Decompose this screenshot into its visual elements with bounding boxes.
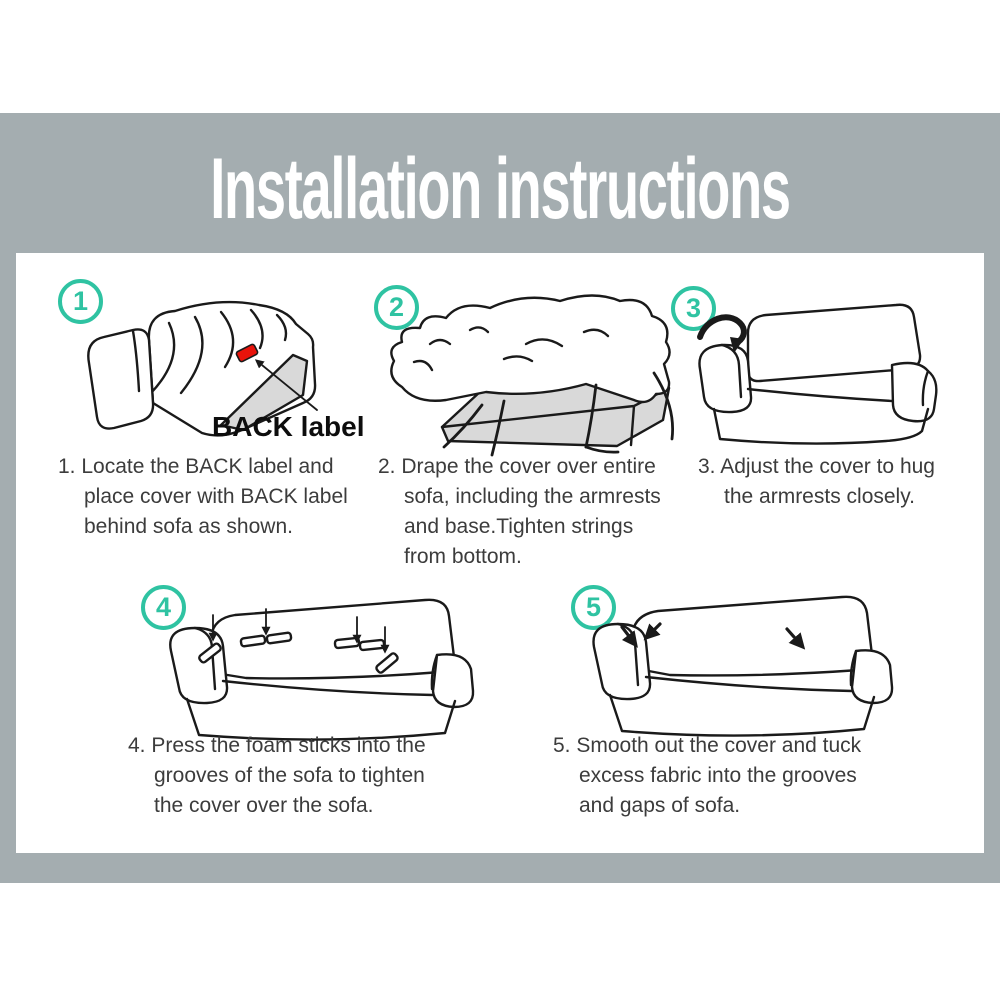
seat-edge-line: [748, 389, 892, 401]
step-5-number: 5: [585, 592, 602, 622]
step-5-caption: [553, 731, 861, 821]
step-1-number: 1: [72, 286, 89, 316]
step-5-smooth-cover-illustration: [578, 581, 913, 743]
content-panel: [16, 253, 984, 853]
caption-line: and base.Tighten strings: [404, 515, 634, 538]
caption-line: behind sofa as shown.: [84, 515, 293, 538]
sofa-armrest-outline: [88, 329, 153, 428]
cover-cloth-outline: [391, 296, 669, 403]
caption-line: 1. Locate the BACK label and: [58, 455, 334, 478]
sofa-backrest-outline: [632, 597, 872, 676]
back-label-callout: BACK label: [212, 411, 365, 442]
caption-line: sofa, including the armrests: [404, 485, 661, 508]
caption-line: 3. Adjust the cover to hug: [698, 455, 935, 478]
page-title: Installation instructions: [210, 141, 790, 237]
caption-line: the cover over the sofa.: [154, 794, 374, 817]
right-armrest-outline: [852, 650, 892, 703]
step-2-number: 2: [388, 292, 405, 322]
caption-line: the armrests closely.: [724, 485, 915, 508]
seat-edge-line: [646, 677, 852, 691]
step-4-caption: [128, 731, 426, 821]
caption-line: from bottom.: [404, 545, 522, 568]
step-2-caption: [378, 452, 661, 572]
left-armrest-outline: [170, 628, 227, 703]
step-4-number: 4: [155, 592, 172, 622]
caption-line: and gaps of sofa.: [579, 794, 741, 817]
caption-line: 5. Smooth out the cover and tuck: [553, 734, 862, 757]
caption-line: 4. Press the foam sticks into the: [128, 734, 426, 757]
step-3-caption: [698, 452, 935, 512]
foam-stick: [241, 635, 266, 646]
right-armrest-outline: [433, 654, 473, 707]
step-3-number: 3: [685, 293, 702, 323]
caption-line: grooves of the sofa to tighten: [154, 764, 425, 787]
foam-stick: [335, 638, 360, 648]
step-1-caption: [58, 452, 348, 542]
caption-line: place cover with BACK label: [84, 485, 348, 508]
right-armrest-outline: [892, 363, 936, 421]
step-4-foam-sticks-illustration: [151, 581, 491, 749]
step-3-adjust-cover-illustration: [684, 295, 959, 450]
foam-stick: [267, 632, 292, 643]
foam-stick: [360, 640, 385, 650]
base-skirt-outline: [610, 695, 874, 736]
left-armrest-outline: [594, 624, 651, 699]
step-2-draped-cover-illustration: [384, 289, 684, 461]
seat-edge-line: [223, 681, 433, 695]
caption-line: excess fabric into the grooves: [579, 764, 857, 787]
left-armrest-outline: [699, 345, 751, 412]
caption-line: 2. Drape the cover over entire: [378, 455, 656, 478]
